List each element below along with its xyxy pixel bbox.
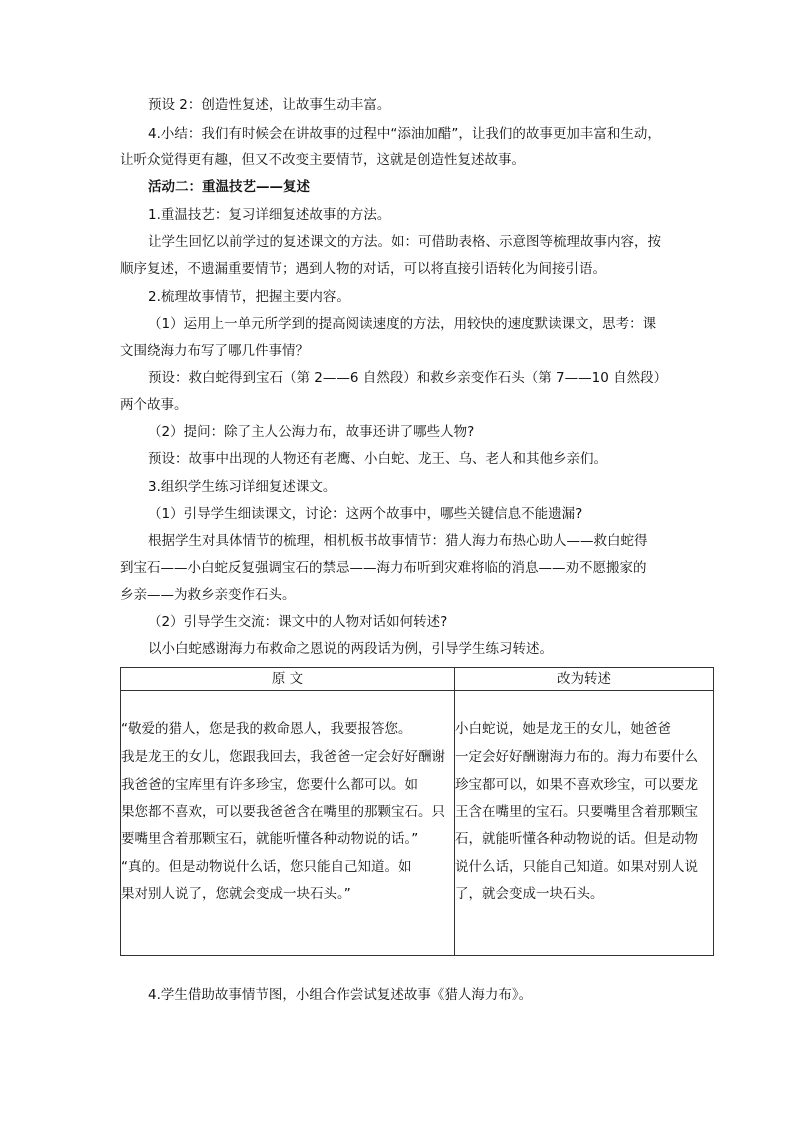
paragraph-board-line3: 乡亲——为救乡亲变作石头。 [120,587,296,603]
paragraph-review-skill: 1.重温技艺：复习详细复述故事的方法。 [148,207,391,223]
retold-line: 说什么话，只能自己知道。如果对别人说 [455,859,698,875]
paragraph-preset-stories-line1: 预设：救白蛇得到宝石（第 2——6 自然段）和救乡亲变作石头（第 7——10 自然段） [148,370,668,386]
table-header-row [121,668,714,691]
paragraph-recall-line1: 让学生回忆以前学过的复述课文的方法。如：可借助表格、示意图等梳理故事内容，按 [148,234,661,250]
paragraph-question2: （2）提问：除了主人公海力布，故事还讲了哪些人物? [148,424,475,440]
paragraph-discussion: （1）引导学生细读课文，讨论：这两个故事中，哪些关键信息不能遗漏? [148,506,583,522]
paragraph-example: 以小白蛇感谢海力布救命之恩说的两段话为例，引导学生练习转述。 [148,641,553,657]
original-line: 果对别人说了，您就会变成一块石头。” [121,886,351,902]
paragraph-plot-heading: 2.梳理故事情节，把握主要内容。 [148,289,350,305]
paragraph-question1-line2: 文围绕海力布写了哪几件事情？ [120,343,309,359]
original-line: 我是龙王的女儿，您跟我回去，我爸爸一定会好好酬谢 [121,749,445,765]
paragraph-preset-stories-line2: 两个故事。 [120,397,188,413]
paragraph-group-retell: 4.学生借助故事情节图，小组合作尝试复述故事《猎人海力布》。 [148,987,533,1003]
paragraph-practice-heading: 3.组织学生练习详细复述课文。 [148,479,337,495]
paragraph-board-line1: 根据学生对具体情节的梳理，相机板书故事情节：猎人海力布热心助人——救白蛇得 [148,533,648,549]
retold-line: 一定会好好酬谢海力布的。海力布要什么 [455,749,698,765]
original-line: “真的。但是动物说什么话，您只能自己知道。如 [121,859,412,875]
paragraph-summary-line2: 让听众觉得更有趣，但又不改变主要情节，这就是创造性复述故事。 [120,152,525,168]
retold-line: 了，就会变成一块石头。 [455,886,604,902]
original-line: 要嘴里含着那颗宝石，就能听懂各种动物说的话。” [121,831,419,847]
header-retold: 改为转述 [455,668,714,691]
paragraph-question1-line1: （1）运用上一单元所学到的提高阅读速度的方法，用较快的速度默读课文，思考：课 [148,316,657,332]
paragraph-preset-2: 预设 2：创造性复述，让故事生动丰富。 [148,97,391,113]
original-line: 我爸爸的宝库里有许多珍宝，您要什么都可以。如 [121,777,418,793]
header-original: 原 文 [121,668,455,691]
original-text-cell [121,691,455,956]
retold-line: 王含在嘴里的宝石。只要嘴里含着那颗宝 [455,804,698,820]
original-line: 果您都不喜欢，可以要我爸爸含在嘴里的那颗宝石。只 [121,804,445,820]
paragraph-exchange: （2）引导学生交流：课文中的人物对话如何转述? [148,614,448,630]
activity-two-heading: 活动二：重温技艺——复述 [148,179,310,195]
paragraph-recall-line2: 顺序复述，不遗漏重要情节；遇到人物的对话，可以将直接引语转化为间接引语。 [120,261,606,277]
paragraph-board-line2: 到宝石——小白蛇反复强调宝石的禁忌——海力布听到灾难将临的消息——劝不愿搬家的 [120,560,647,576]
retold-line: 小白蛇说，她是龙王的女儿，她爸爸 [455,721,671,737]
original-line: “敬爱的猎人，您是我的救命恩人，我要报答您。 [121,721,412,737]
retold-text-cell [455,691,714,956]
table-row [121,691,714,956]
comparison-table [120,667,714,956]
paragraph-preset-characters: 预设：故事中出现的人物还有老鹰、小白蛇、龙王、乌、老人和其他乡亲们。 [148,451,607,467]
paragraph-summary-line1: 4.小结：我们有时候会在讲故事的过程中“添油加醋”，让我们的故事更加丰富和生动， [148,126,661,142]
retold-line: 珍宝都可以，如果不喜欢珍宝，可以要龙 [455,777,698,793]
retold-line: 石，就能听懂各种动物说的话。但是动物 [455,831,698,847]
